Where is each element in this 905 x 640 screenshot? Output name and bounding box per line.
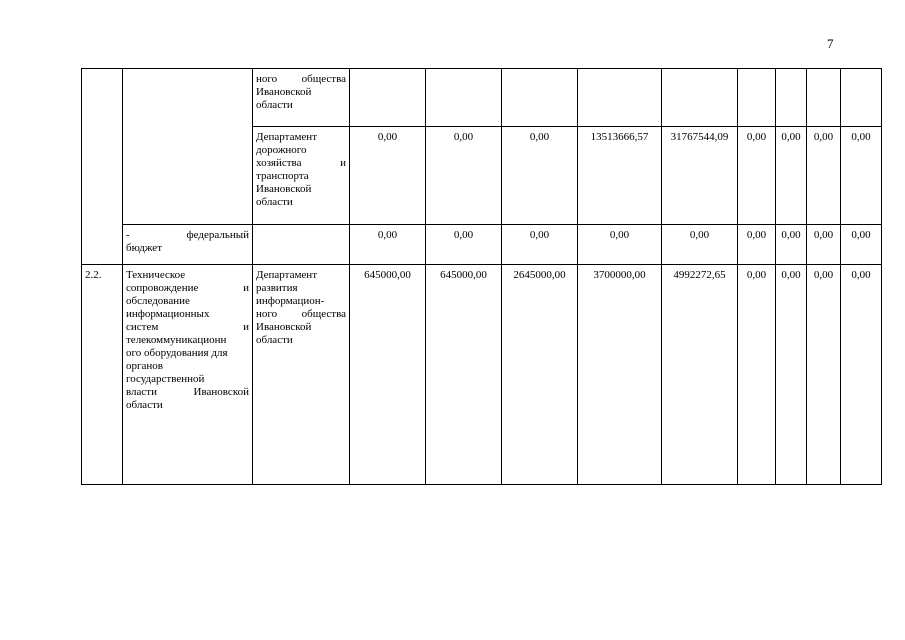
value-cell: 0,00 (578, 225, 662, 265)
value-cell: 3700000,00 (578, 265, 662, 485)
value-cell (578, 69, 662, 127)
value-cell: 0,00 (807, 225, 841, 265)
funding-source-line: бюджет (126, 242, 162, 254)
executor-cell (253, 265, 350, 485)
row-number-cell: 2.2. (82, 265, 123, 485)
executor-line: области (256, 99, 293, 111)
value-cell: 0,00 (841, 225, 882, 265)
name-line: власти Ивановской (126, 386, 249, 398)
executor-line: Ивановской (256, 183, 312, 195)
executor-line: Департамент (256, 269, 318, 281)
funding-source-line: - федеральный (126, 229, 249, 241)
executor-line: Ивановской (256, 321, 312, 333)
value-cell: 0,00 (841, 127, 882, 225)
value-cell (738, 69, 776, 127)
value-cell: 0,00 (841, 265, 882, 485)
executor-line: области (256, 334, 293, 346)
name-line: обследование (126, 295, 190, 307)
name-line: ого оборудования для (126, 347, 228, 359)
name-line: систем и (126, 321, 249, 333)
executor-cell (253, 225, 350, 265)
value-cell (350, 69, 426, 127)
value-cell (662, 69, 738, 127)
name-line: Техническое (126, 269, 186, 281)
executor-line: транспорта (256, 170, 309, 182)
name-line: области (126, 399, 163, 411)
value-cell: 0,00 (662, 225, 738, 265)
executor-line: информацион- (256, 295, 325, 307)
executor-line: хозяйства и (256, 157, 346, 169)
value-cell (502, 69, 578, 127)
value-cell: 0,00 (350, 127, 426, 225)
table-row (82, 225, 882, 265)
value-cell (426, 69, 502, 127)
value-cell: 0,00 (502, 225, 578, 265)
executor-line: области (256, 196, 293, 208)
value-cell (776, 69, 807, 127)
value-cell: 31767544,09 (662, 127, 738, 225)
name-line: телекоммуникационн (126, 334, 227, 346)
value-cell: 0,00 (738, 225, 776, 265)
name-line: информационных (126, 308, 210, 320)
name-line: сопровождение и (126, 282, 249, 294)
value-cell: 4992272,65 (662, 265, 738, 485)
executor-line: Ивановской (256, 86, 312, 98)
value-cell: 0,00 (426, 127, 502, 225)
value-cell: 0,00 (350, 225, 426, 265)
table-row (82, 69, 882, 127)
value-cell: 0,00 (776, 265, 807, 485)
row-number-cell (82, 69, 123, 265)
value-cell: 0,00 (738, 265, 776, 485)
value-cell: 0,00 (738, 127, 776, 225)
row-name-cell (123, 69, 253, 225)
value-cell: 0,00 (502, 127, 578, 225)
value-cell (841, 69, 882, 127)
executor-line: ного общества (256, 73, 346, 85)
funding-source-cell (123, 225, 253, 265)
executor-line: дорожного (256, 144, 307, 156)
page-number: 7 (827, 36, 834, 51)
value-cell: 0,00 (776, 225, 807, 265)
value-cell: 2645000,00 (502, 265, 578, 485)
value-cell: 13513666,57 (578, 127, 662, 225)
value-cell: 645000,00 (350, 265, 426, 485)
value-cell: 0,00 (807, 127, 841, 225)
name-line: органов (126, 360, 163, 372)
executor-line: ного общества (256, 308, 346, 320)
value-cell: 0,00 (426, 225, 502, 265)
budget-table (81, 68, 882, 485)
name-line: государственной (126, 373, 205, 385)
executor-line: Департамент (256, 131, 318, 143)
table-row (82, 265, 882, 485)
value-cell: 0,00 (807, 265, 841, 485)
executor-line: развития (256, 282, 298, 294)
value-cell: 0,00 (776, 127, 807, 225)
value-cell: 645000,00 (426, 265, 502, 485)
value-cell (807, 69, 841, 127)
executor-cell (253, 69, 350, 127)
row-name-cell (123, 265, 253, 485)
executor-cell (253, 127, 350, 225)
